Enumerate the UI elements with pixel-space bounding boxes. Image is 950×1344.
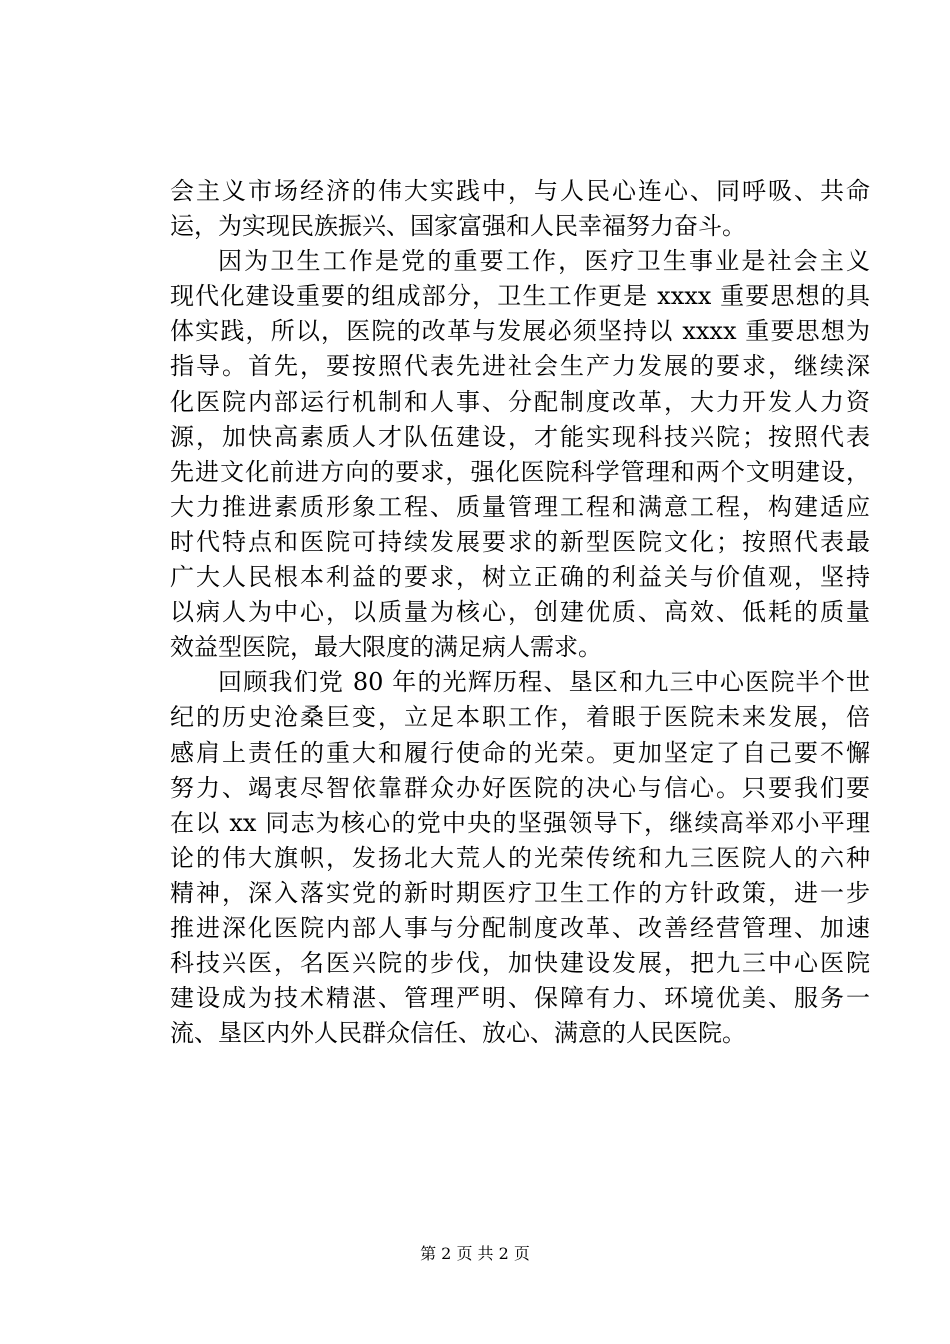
- text-line: 运，为实现民族振兴、国家富强和人民幸福努力奋斗。: [170, 212, 746, 241]
- text-line: 精神，深入落实党的新时期医疗卫生工作的方针政策，进一步: [170, 878, 870, 907]
- text-line: 流、垦区内外人民群众信任、放心、满意的人民医院。: [170, 1019, 746, 1048]
- text-line: 大力推进素质形象工程、质量管理工程和满意工程，构建适应: [170, 492, 870, 521]
- text-line: 时代特点和医院可持续发展要求的新型医院文化；按照代表最: [170, 527, 870, 556]
- text-line: 源，加快高素质人才队伍建设，才能实现科技兴院；按照代表: [170, 422, 870, 451]
- text-line: 以病人为中心，以质量为核心，创建优质、高效、低耗的质量: [170, 598, 870, 627]
- text-line: 建设成为技术精湛、管理严明、保障有力、环境优美、服务一: [170, 984, 870, 1013]
- text-line: 现代化建设重要的组成部分，卫生工作更是 xxxx 重要思想的具: [170, 282, 870, 311]
- text-line: 先进文化前进方向的要求，强化医院科学管理和两个文明建设，: [170, 457, 870, 486]
- text-line: 努力、竭衷尽智依靠群众办好医院的决心与信心。只要我们要: [170, 773, 870, 802]
- text-line: 体实践，所以，医院的改革与发展必须坚持以 xxxx 重要思想为: [170, 317, 870, 346]
- text-line: 论的伟大旗帜，发扬北大荒人的光荣传统和九三医院人的六种: [170, 843, 870, 872]
- text-line: 在以 xx 同志为核心的党中央的坚强领导下，继续高举邓小平理: [170, 808, 870, 837]
- text-line: 因为卫生工作是党的重要工作，医疗卫生事业是社会主义: [218, 247, 870, 276]
- text-line: 广大人民根本利益的要求，树立正确的利益关与价值观，坚持: [170, 563, 870, 592]
- text-line: 化医院内部运行机制和人事、分配制度改革，大力开发人力资: [170, 387, 870, 416]
- text-line: 纪的历史沧桑巨变，立足本职工作，着眼于医院未来发展，倍: [170, 703, 870, 732]
- page-number-footer: 第 2 页 共 2 页: [420, 1244, 530, 1263]
- text-line: 指导。首先，要按照代表先进社会生产力发展的要求，继续深: [170, 352, 870, 381]
- text-line: 感肩上责任的重大和履行使命的光荣。更加坚定了自己要不懈: [170, 738, 870, 767]
- text-line: 会主义市场经济的伟大实践中，与人民心连心、同呼吸、共命: [170, 177, 870, 205]
- text-line: 回顾我们党 80 年的光辉历程、垦区和九三中心医院半个世: [218, 668, 870, 697]
- text-line: 推进深化医院内部人事与分配制度改革、改善经营管理、加速: [170, 913, 870, 942]
- text-line: 科技兴医，名医兴院的步伐，加快建设发展，把九三中心医院: [170, 949, 870, 978]
- document-body: [170, 174, 870, 1051]
- text-line: 效益型医院，最大限度的满足病人需求。: [170, 633, 602, 662]
